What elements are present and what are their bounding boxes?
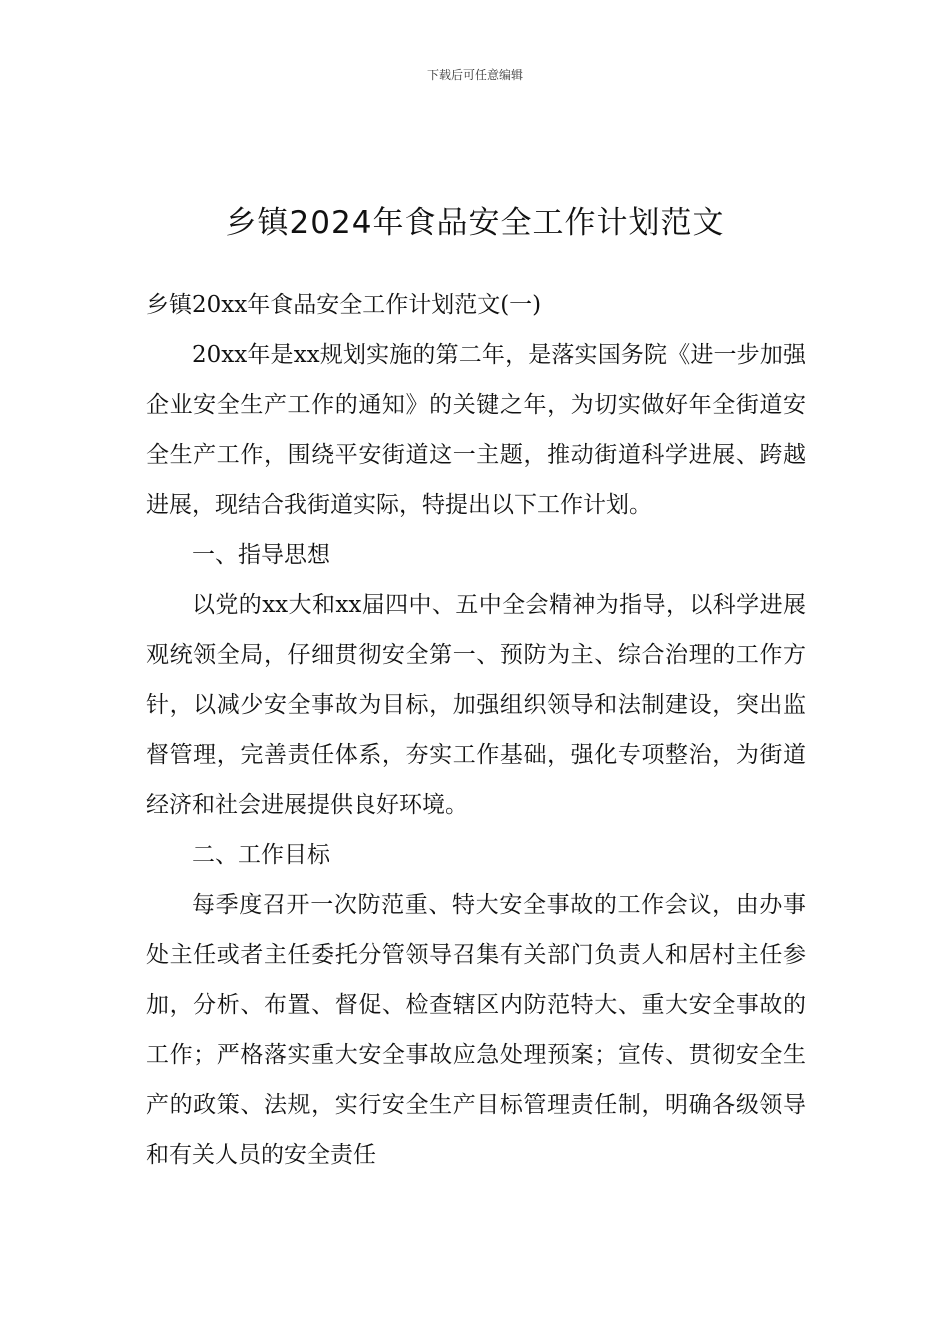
intro-paragraph: 20xx年是xx规划实施的第二年，是落实国务院《进一步加强企业安全生产工作的通知》的关键之年，为切实做好年全街道安全生产工作，围绕平安街道这一主题，推动街道科学进展、跨越进展，现结合我街道实际，特提出以下工作计划。 — [146, 342, 806, 518]
guiding-ideology-paragraph: 以党的xx大和xx届四中、五中全会精神为指导，以科学进展观统领全局，仔细贯彻安全第一、预防为主、综合治理的工作方针，以减少安全事故为目标，加强组织领导和法制建设，突出监督管理，完善责任体系，夯实工作基础，强化专项整治，为街道经济和社会进展提供良好环境。 — [146, 592, 806, 818]
section-heading-work-goals: 二、工作目标 — [192, 842, 330, 868]
section-subtitle: 乡镇20xx年食品安全工作计划范文(一) — [146, 292, 542, 318]
work-goals-paragraph: 每季度召开一次防范重、特大安全事故的工作会议，由办事处主任或者主任委托分管领导召集有关部门负责人和居村主任参加，分析、布置、督促、检查辖区内防范特大、重大安全事故的工作；严格落实重大安全事故应急处理预案；宣传、贯彻安全生产的政策、法规，实行安全生产目标管理责任制，明确各级领导和有关人员的安全责任 — [146, 892, 806, 1168]
document-body — [146, 280, 806, 1180]
section-heading-guiding-ideology: 一、指导思想 — [192, 542, 330, 568]
document-title: 乡镇2024年食品安全工作计划范文 — [225, 204, 725, 241]
header-note: 下载后可任意编辑 — [426, 68, 523, 82]
